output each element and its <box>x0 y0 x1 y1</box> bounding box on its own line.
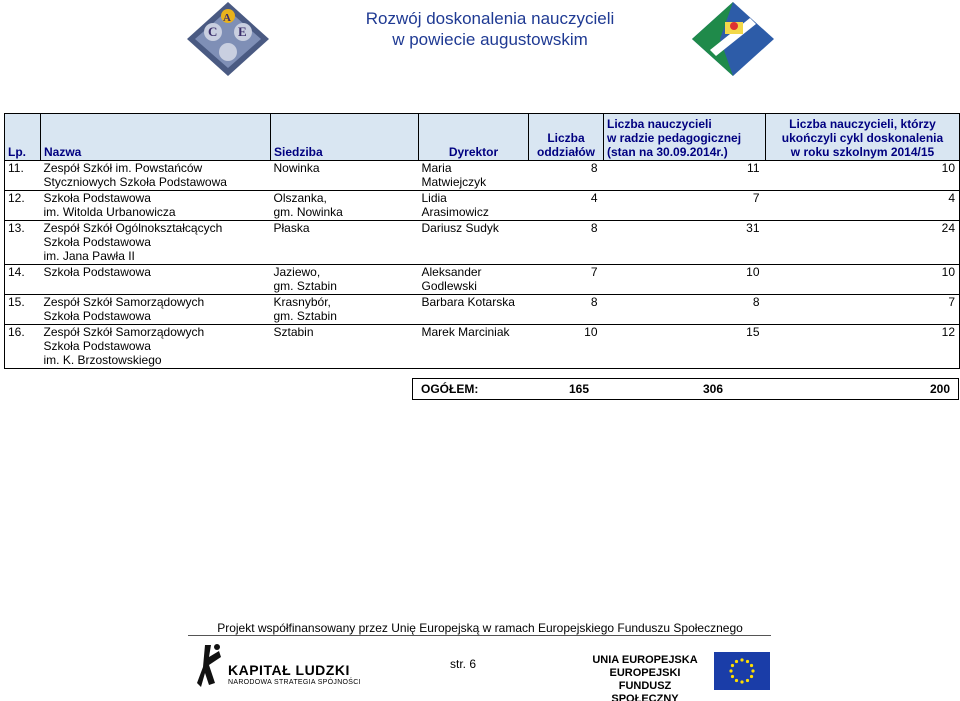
col-ukonczyli <box>766 114 960 161</box>
cell-siedziba <box>271 325 419 369</box>
cell-siedziba <box>271 295 419 325</box>
eu-star-icon <box>731 664 734 667</box>
cell-siedziba-line: Jaziewo, <box>273 265 321 279</box>
eu-star-icon <box>746 660 749 663</box>
cell-nauczyciele: 11 <box>604 161 766 191</box>
cell-dyrektor-line: Lidia <box>421 191 447 205</box>
cell-oddzialy: 10 <box>529 325 604 369</box>
cell-ukonczyli: 10 <box>766 161 960 191</box>
page-title-line2: w powiecie augustowskim <box>392 30 588 49</box>
cell-nazwa-line: Szkoła Podstawowa <box>43 309 151 323</box>
cell-lp: 16. <box>5 325 41 369</box>
cell-oddzialy: 8 <box>529 295 604 325</box>
cell-nauczyciele: 7 <box>604 191 766 221</box>
logo-letter-e: E <box>238 24 247 39</box>
cell-siedziba <box>271 161 419 191</box>
cell-nazwa-line: Szkoła Podstawowa <box>43 191 151 205</box>
eu-star-icon <box>729 669 732 672</box>
eu-star-icon <box>746 679 749 682</box>
cell-ukonczyli: 24 <box>766 221 960 265</box>
eu-star-icon <box>750 675 753 678</box>
col-siedziba: Siedziba <box>271 114 419 161</box>
eu-star-icon <box>735 660 738 663</box>
cell-siedziba-line: Nowinka <box>273 161 320 175</box>
cell-ukonczyli: 4 <box>766 191 960 221</box>
cell-nazwa-line: Szkoła Podstawowa <box>43 265 151 279</box>
cell-nazwa-line: Szkoła Podstawowa <box>43 235 151 249</box>
page-title <box>300 8 680 50</box>
cell-dyrektor-line: Arasimowicz <box>421 205 489 219</box>
table-row <box>5 221 960 265</box>
cell-siedziba-line: gm. Sztabin <box>273 309 337 323</box>
col-nauczyciele-l2: w radzie pedagogicznej <box>607 131 742 145</box>
table-row <box>5 191 960 221</box>
cell-siedziba-line: Płaska <box>273 221 310 235</box>
cell-nazwa-line: Zespół Szkół im. Powstańców <box>43 161 203 175</box>
cell-siedziba-line: Sztabin <box>273 325 314 339</box>
kl-subtitle: NARODOWA STRATEGIA SPÓJNOŚCI <box>228 679 361 686</box>
page-number: str. 6 <box>450 657 477 671</box>
cell-nauczyciele: 31 <box>604 221 766 265</box>
cell-nazwa <box>41 161 271 191</box>
cell-dyrektor <box>419 161 529 191</box>
cell-oddzialy: 7 <box>529 265 604 295</box>
cell-dyrektor <box>419 191 529 221</box>
cell-dyrektor-line: Matwiejczyk <box>421 175 487 189</box>
cae-logo <box>185 0 271 78</box>
col-nazwa: Nazwa <box>41 114 271 161</box>
page-title-line1: Rozwój doskonalenia nauczycieli <box>365 9 615 28</box>
eu-star-icon <box>731 675 734 678</box>
cell-nazwa <box>41 295 271 325</box>
cell-lp: 14. <box>5 265 41 295</box>
kapital-ludzki-logo-icon <box>197 643 227 695</box>
footer-divider <box>188 635 771 636</box>
col-nauczyciele-l1: Liczba nauczycieli <box>607 117 712 131</box>
cell-dyrektor <box>419 325 529 369</box>
cell-lp: 12. <box>5 191 41 221</box>
project-footer-text: Projekt współfinansowany przez Unię Europejską w ramach Europejskiego Funduszu Społecznego <box>217 621 743 635</box>
total-oddzialy: 165 <box>569 382 590 396</box>
cell-siedziba <box>271 191 419 221</box>
cell-dyrektor-line: Aleksander <box>421 265 482 279</box>
total-nauczyciele: 306 <box>703 382 724 396</box>
cell-oddzialy: 8 <box>529 161 604 191</box>
cell-dyrektor-line: Godlewski <box>421 279 477 293</box>
cell-dyrektor <box>419 265 529 295</box>
col-lp: Lp. <box>5 114 41 161</box>
cell-siedziba-line: gm. Nowinka <box>273 205 343 219</box>
cell-ukonczyli: 7 <box>766 295 960 325</box>
col-nauczyciele <box>604 114 766 161</box>
cell-nazwa <box>41 325 271 369</box>
cell-nazwa-line: im. Jana Pawła II <box>43 249 135 263</box>
eu-flag-icon <box>714 652 770 690</box>
table-row <box>5 325 960 369</box>
cell-ukonczyli: 12 <box>766 325 960 369</box>
cell-lp: 11. <box>5 161 41 191</box>
kl-title: KAPITAŁ LUDZKI <box>228 662 350 678</box>
cell-dyrektor-line: Barbara Kotarska <box>421 295 515 309</box>
eu-star-icon <box>740 658 743 661</box>
cell-nazwa <box>41 191 271 221</box>
cell-dyrektor-line: Marek Marciniak <box>421 325 510 339</box>
total-row <box>412 378 959 400</box>
cell-nazwa-line: im. Witolda Urbanowicza <box>43 205 176 219</box>
col-oddzialy <box>529 114 604 161</box>
schools-table <box>4 113 960 369</box>
cell-nazwa-line: Zespół Szkół Ogólnokształcących <box>43 221 223 235</box>
cell-dyrektor <box>419 221 529 265</box>
logo-letter-c: C <box>208 24 218 39</box>
table-row <box>5 161 960 191</box>
cell-nazwa-line: Styczniowych Szkoła Podstawowa <box>43 175 227 189</box>
cell-nauczyciele: 10 <box>604 265 766 295</box>
cell-nazwa <box>41 265 271 295</box>
eu-line2: EUROPEJSKI <box>609 667 681 679</box>
table-row <box>5 265 960 295</box>
cell-lp: 15. <box>5 295 41 325</box>
cell-siedziba <box>271 221 419 265</box>
col-ukonczyli-l3: w roku szkolnym 2014/15 <box>790 145 935 159</box>
cell-nazwa-line: Zespół Szkół Samorządowych <box>43 325 205 339</box>
cell-ukonczyli: 10 <box>766 265 960 295</box>
logo-letter-a: A <box>223 12 231 24</box>
col-ukonczyli-l1: Liczba nauczycieli, którzy <box>789 117 936 131</box>
cell-oddzialy: 8 <box>529 221 604 265</box>
cell-lp: 13. <box>5 221 41 265</box>
cell-nauczyciele: 15 <box>604 325 766 369</box>
eu-star-icon <box>750 664 753 667</box>
cell-nazwa-line: im. K. Brzostowskiego <box>43 353 162 367</box>
col-nauczyciele-l3: (stan na 30.09.2014r.) <box>607 145 728 159</box>
eu-line1: UNIA EUROPEJSKA <box>592 654 698 666</box>
total-ukonczyli: 200 <box>929 382 950 396</box>
eu-star-icon <box>751 669 754 672</box>
col-dyrektor: Dyrektor <box>419 114 529 161</box>
cell-dyrektor <box>419 295 529 325</box>
cell-dyrektor-line: Dariusz Sudyk <box>421 221 499 235</box>
cell-siedziba-line: gm. Sztabin <box>273 279 337 293</box>
cell-oddzialy: 4 <box>529 191 604 221</box>
cell-nazwa-line: Zespół Szkół Samorządowych <box>43 295 205 309</box>
cell-dyrektor-line: Maria <box>421 161 452 175</box>
cell-nazwa <box>41 221 271 265</box>
cell-siedziba-line: Olszanka, <box>273 191 327 205</box>
eu-fund-text <box>585 654 705 701</box>
cell-nauczyciele: 8 <box>604 295 766 325</box>
col-oddzialy-l2: oddziałów <box>537 145 595 159</box>
total-label: OGÓŁEM: <box>421 382 479 396</box>
cell-siedziba <box>271 265 419 295</box>
col-oddzialy-l1: Liczba <box>547 131 585 145</box>
table-row <box>5 295 960 325</box>
cell-nazwa-line: Szkoła Podstawowa <box>43 339 151 353</box>
col-ukonczyli-l2: ukończyli cykl doskonalenia <box>781 131 944 145</box>
eu-line3: FUNDUSZ SPOŁECZNY <box>611 680 679 701</box>
augustow-county-crest-icon <box>690 0 776 78</box>
eu-star-icon <box>740 680 743 683</box>
cell-siedziba-line: Krasnybór, <box>273 295 331 309</box>
eu-star-icon <box>735 679 738 682</box>
